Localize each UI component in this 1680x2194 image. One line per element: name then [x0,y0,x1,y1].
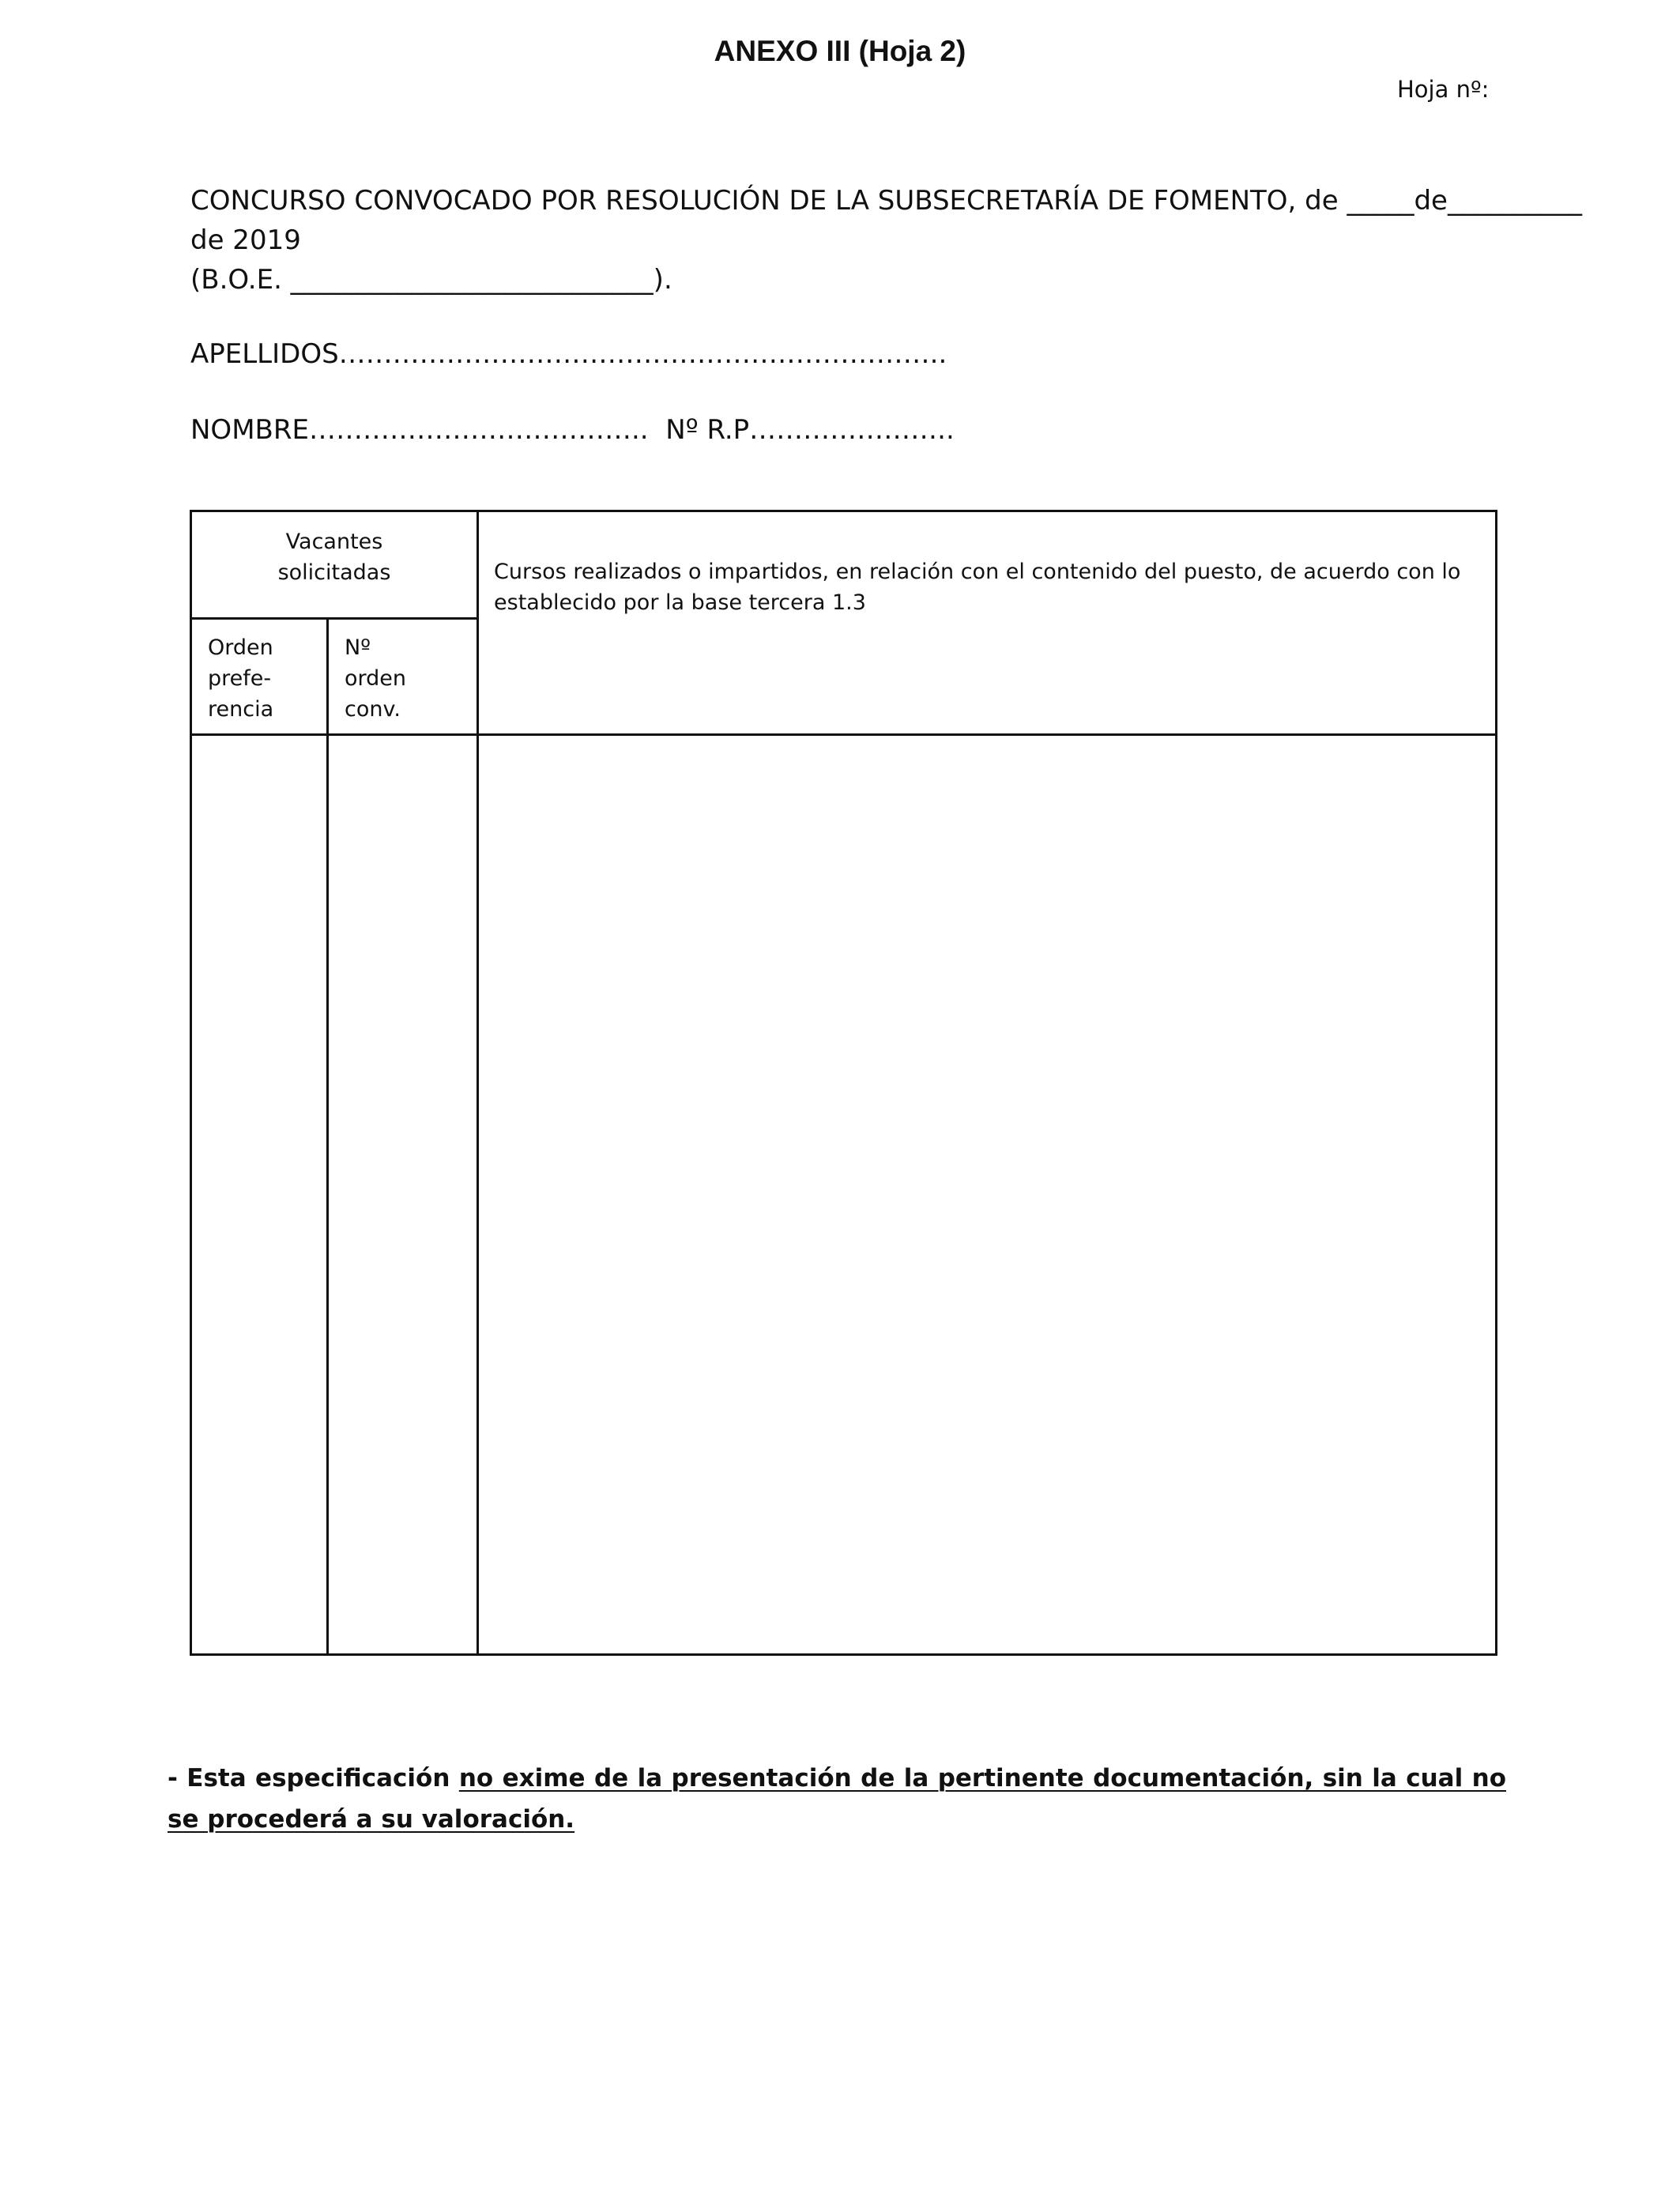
resolution-year-line: de 2019 [190,224,301,256]
footer-note-underlined: no exime de la presentación de la pertinente documentación, sin la cual no se procederá a su valoración. [168,1764,1506,1834]
preference-order-label-3: rencia [208,697,274,722]
courses-header-text-2: establecido por la base tercera 1.3 [494,590,866,615]
call-order-label-3: conv. [345,697,401,722]
sheet-number-label: Hoja nº: [1397,76,1490,103]
preference-order-header [191,619,328,735]
courses-header-text: Cursos realizados o impartidos, en relación con el contenido del puesto, de acuerdo con lo [494,560,1461,584]
call-order-entry-cell[interactable] [328,735,478,1655]
call-order-label: Nº [345,635,371,660]
surname-field: APELLIDOS………………………………………………………….. [190,338,947,370]
preference-order-label-2: prefe- [208,666,272,691]
resolution-line: CONCURSO CONVOCADO POR RESOLUCIÓN DE LA SUBSECRETARÍA DE FOMENTO, de _____de__________ [190,185,1582,217]
preference-order-label: Orden [208,635,273,660]
boe-line: (B.O.E. ___________________________). [190,264,672,296]
vacancies-header-label-2: solicitadas [277,560,391,585]
footer-note-lead: - Esta especificación [168,1764,459,1793]
courses-entry-cell[interactable] [478,735,1497,1655]
footer-note [168,1758,1506,1840]
page-title: ANEXO III (Hoja 2) [714,35,966,67]
call-order-label-2: orden [345,666,407,691]
vacancies-header-label: Vacantes [285,530,383,554]
courses-table [190,510,1495,1656]
courses-header-cell [478,511,1497,735]
call-order-header [328,619,478,735]
name-rp-field: NOMBRE……………………………….. Nº R.P………………….. [190,414,955,446]
vacancies-header-cell [191,511,478,619]
preference-order-entry-cell[interactable] [191,735,328,1655]
